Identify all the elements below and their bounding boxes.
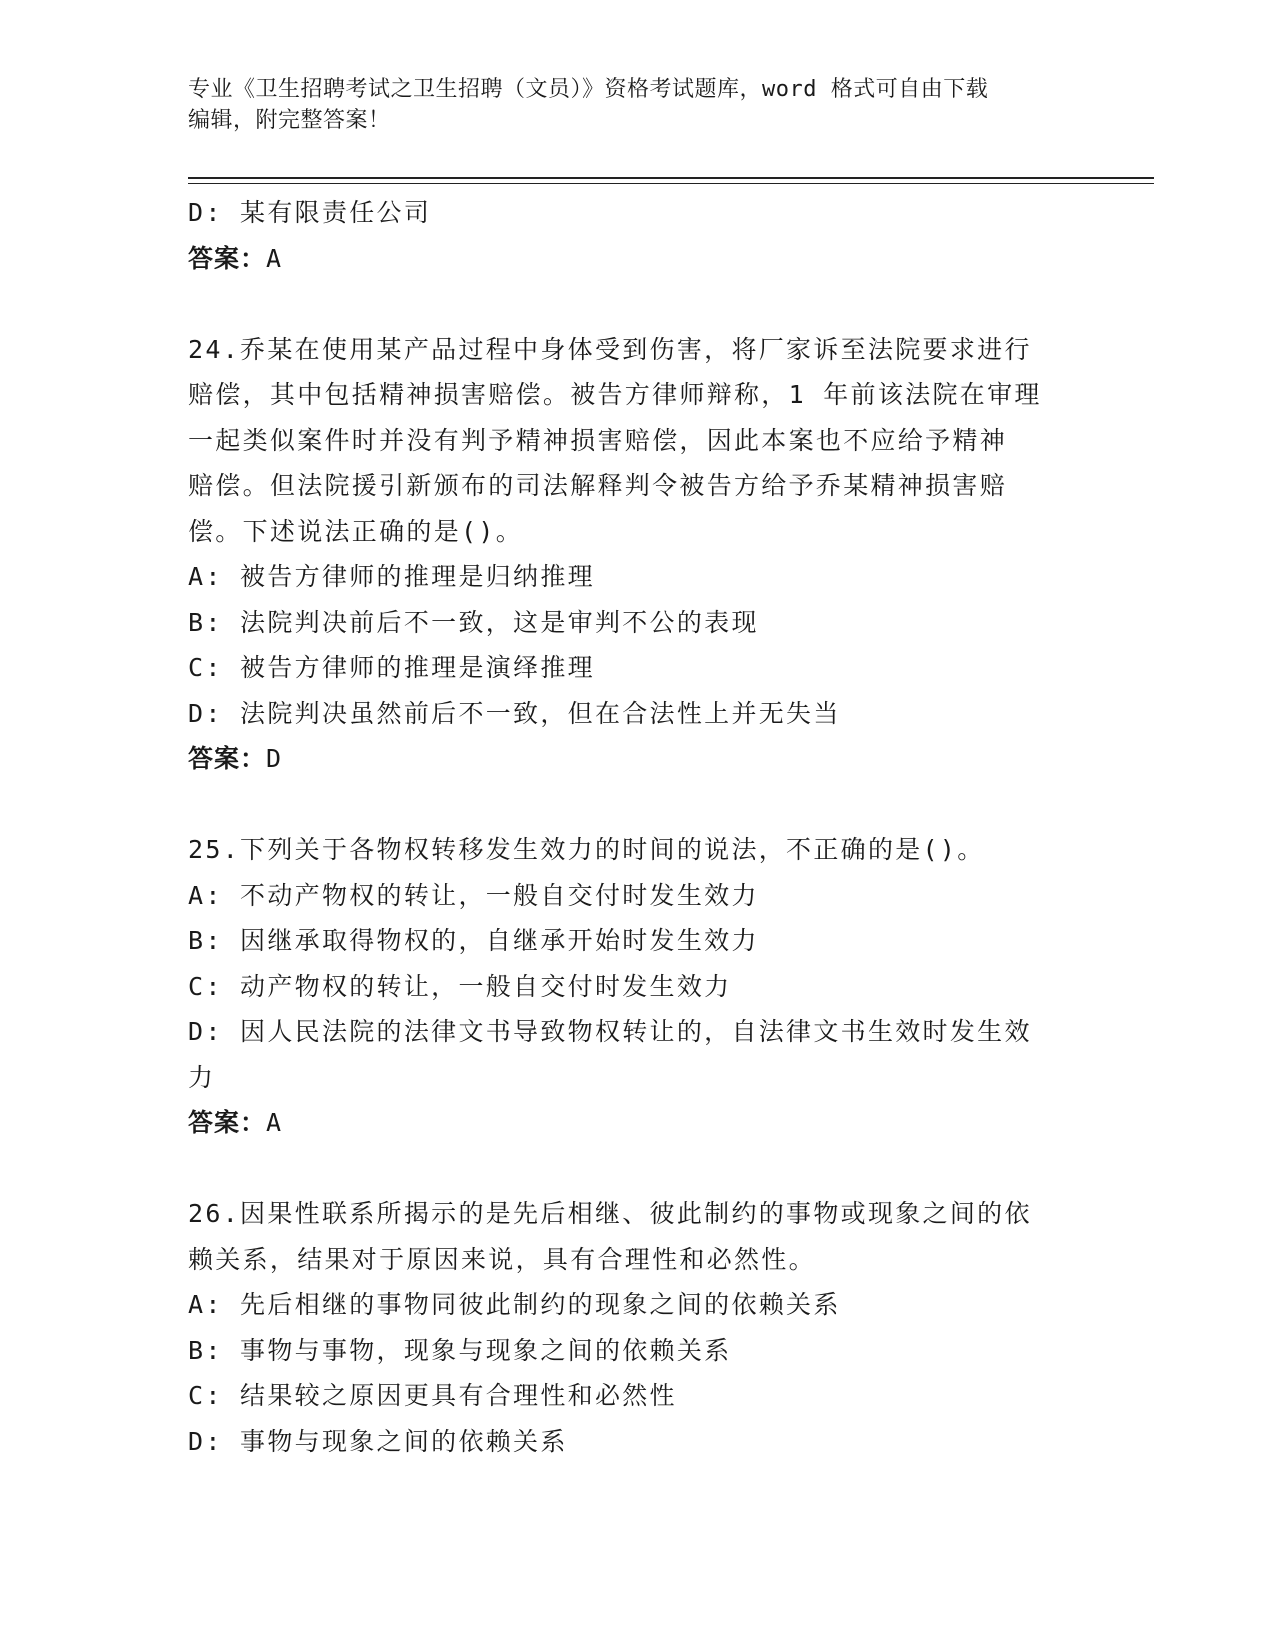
answer-value: A [266, 1108, 283, 1137]
question-26-option-a: A: 先后相继的事物同彼此制约的现象之间的依赖关系 [188, 1290, 841, 1319]
question-25-line: 25.下列关于各物权转移发生效力的时间的说法，不正确的是()。 [188, 835, 985, 864]
question-25-option-d-continued: 力 [188, 1062, 216, 1092]
question-24-option-d: D: 法院判决虽然前后不一致，但在合法性上并无失当 [188, 698, 841, 728]
question-25-answer [188, 1100, 1088, 1146]
question-25-option-c: C: 动产物权的转让，一般自交付时发生效力 [188, 971, 732, 1001]
header-divider-thin [188, 183, 1154, 184]
question-25-option-d: D: 因人民法院的法律文书导致物权转让的，自法律文书生效时发生效 [188, 1017, 1032, 1046]
answer-label: 答案： [188, 243, 267, 273]
question-25-option-b: B: 因继承取得物权的，自继承开始时发生效力 [188, 926, 759, 955]
question-26-option-c: C: 结果较之原因更具有合理性和必然性 [188, 1381, 677, 1410]
header-line-2: 编辑，附完整答案！ [188, 108, 391, 133]
answer-value: A [266, 243, 283, 273]
question-26-line: 26.因果性联系所揭示的是先后相继、彼此制约的事物或现象之间的依 [188, 1199, 1032, 1228]
answer-label: 答案： [188, 744, 267, 773]
question-26 [188, 1191, 1088, 1282]
answer-value: D [266, 744, 283, 773]
question-25-option-a: A: 不动产物权的转让，一般自交付时发生效力 [188, 880, 759, 910]
question-24-line: 偿。下述说法正确的是()。 [188, 516, 524, 546]
question-26-line: 赖关系，结果对于原因来说，具有合理性和必然性。 [188, 1244, 816, 1274]
question-24 [188, 327, 1088, 555]
question-24-option-c: C: 被告方律师的推理是演绎推理 [188, 653, 595, 682]
question-24-line: 一起类似案件时并没有判予精神损害赔偿，因此本案也不应给予精神 [188, 425, 1008, 455]
answer-label: 答案： [188, 1108, 267, 1137]
header-divider-thick [188, 177, 1154, 179]
header-line-1: 专业《卫生招聘考试之卫生招聘（文员）》资格考试题库，word 格式可自由下载 [188, 77, 989, 102]
question-24-line: 赔偿，其中包括精神损害赔偿。被告方律师辩称，1 年前该法院在审理 [188, 380, 1042, 409]
question-25 [188, 827, 1088, 873]
question-26-option-b: B: 事物与事物，现象与现象之间的依赖关系 [188, 1335, 732, 1365]
prev-option-d: D: 某有限责任公司 [188, 198, 432, 227]
question-24-option-b: B: 法院判决前后不一致，这是审判不公的表现 [188, 607, 759, 637]
question-24-answer [188, 736, 1088, 782]
question-26-option-d: D: 事物与现象之间的依赖关系 [188, 1426, 568, 1456]
document-body [188, 190, 1088, 1464]
question-24-line: 24.乔某在使用某产品过程中身体受到伤害，将厂家诉至法院要求进行 [188, 334, 1032, 364]
question-24-option-a: A: 被告方律师的推理是归纳推理 [188, 562, 595, 591]
prev-answer [188, 236, 1088, 282]
document-header [188, 74, 1088, 136]
question-24-line: 赔偿。但法院援引新颁布的司法解释判令被告方给予乔某精神损害赔 [188, 471, 1008, 500]
